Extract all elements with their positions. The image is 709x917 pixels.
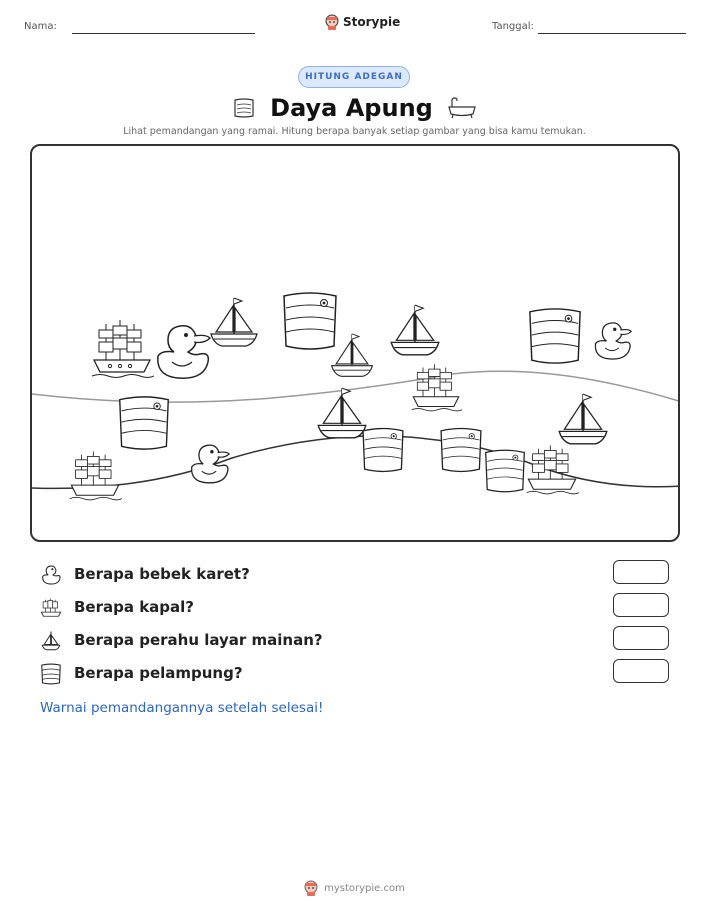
answer-box-ships[interactable]: [613, 593, 669, 617]
counting-scene: [30, 144, 680, 542]
toy-sailboat: [556, 390, 610, 450]
life-vest: [360, 426, 406, 474]
life-vest: [438, 426, 484, 474]
question-row-sailboats: [40, 628, 680, 654]
ship: [90, 316, 154, 380]
rubber-duck-icon: [40, 564, 62, 586]
storypie-mascot-icon: [325, 14, 339, 30]
ship-icon: [40, 597, 62, 619]
ship: [410, 361, 462, 413]
name-line[interactable]: [72, 33, 255, 34]
question-text: Berapa bebek karet?: [74, 565, 250, 583]
life-vest-icon: [232, 96, 256, 120]
name-label: Nama:: [24, 21, 57, 32]
ship: [68, 448, 122, 502]
question-text: Berapa kapal?: [74, 598, 195, 616]
title-row: [0, 92, 709, 124]
question-row-ducks: [40, 562, 680, 588]
toy-sailboat: [208, 294, 260, 352]
date-line[interactable]: [538, 33, 686, 34]
coloring-note: Warnai pemandangannya setelah selesai!: [40, 700, 324, 716]
life-vest: [482, 448, 528, 494]
footer-url[interactable]: mystorypie.com: [324, 882, 405, 894]
life-vest: [280, 290, 340, 352]
life-vest: [116, 394, 172, 452]
question-row-lifevests: [40, 661, 680, 687]
answer-box-lifevests[interactable]: [613, 659, 669, 683]
section-badge: HITUNG ADEGAN: [298, 66, 410, 88]
question-row-ships: [40, 595, 680, 621]
life-vest: [526, 306, 584, 366]
question-text: Berapa pelampung?: [74, 664, 243, 682]
page-title: Daya Apung: [270, 94, 433, 122]
footer: [0, 880, 709, 896]
question-text: Berapa perahu layar mainan?: [74, 631, 323, 649]
ship: [525, 442, 579, 496]
answer-box-sailboats[interactable]: [613, 626, 669, 650]
bathtub-icon: [447, 97, 477, 119]
brand-logo: [325, 14, 400, 30]
life-vest-icon: [40, 663, 62, 685]
storypie-mascot-icon: [304, 880, 318, 896]
toy-sailboat-icon: [40, 630, 62, 652]
instructions: Lihat pemandangan yang ramai. Hitung berapa banyak setiap gambar yang bisa kamu temukan.: [123, 126, 586, 137]
date-label: Tanggal:: [492, 21, 534, 32]
rubber-duck: [186, 442, 232, 486]
toy-sailboat: [388, 301, 442, 361]
rubber-duck: [590, 320, 634, 362]
worksheet-header: [0, 14, 709, 44]
brand-name: Storypie: [343, 15, 401, 29]
answer-box-ducks[interactable]: [613, 560, 669, 584]
rubber-duck: [150, 322, 214, 382]
